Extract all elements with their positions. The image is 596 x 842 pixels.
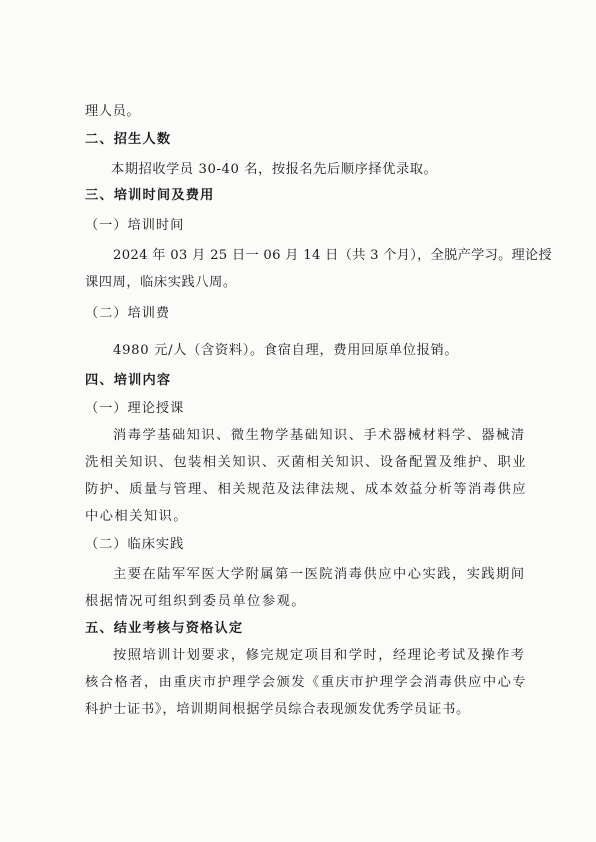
section-heading: 四、培训内容 <box>85 373 172 388</box>
text-line: 根据情况可组织到委员单位参观。 <box>85 594 307 609</box>
text-line: 防护、质量与管理、相关规范及法律法规、成本效益分析等消毒供应 <box>85 482 528 497</box>
text-line: 核合格者，由重庆市护理学会颁发《重庆市护理学会消毒供应中心专 <box>85 675 528 690</box>
subsection-heading: （一）培训时间 <box>85 218 185 233</box>
text-line: 本期招收学员 30-40 名，按报名先后顺序择优录取。 <box>111 162 438 177</box>
text-line: 洗相关知识、包装相关知识、灭菌相关知识、设备配置及维护、职业 <box>85 455 528 470</box>
section-heading: 三、培训时间及费用 <box>85 188 215 203</box>
text-line: 中心相关知识。 <box>85 509 189 524</box>
text-line: 消毒学基础知识、微生物学基础知识、手术器械材料学、器械清 <box>113 428 526 443</box>
text-line: 主要在陆军军医大学附属第一医院消毒供应中心实践，实践期间 <box>113 567 526 582</box>
text-line: 理人员。 <box>85 104 141 119</box>
text-line: 按照培训计划要求，修完规定项目和学时，经理论考试及操作考 <box>113 648 526 663</box>
subsection-heading: （一）理论授课 <box>85 401 185 416</box>
subsection-heading: （二）临床实践 <box>85 537 185 552</box>
text-line: 科护士证书》，培训期间根据学员综合表现颁发优秀学员证书。 <box>85 702 471 717</box>
text-line: 4980 元/人（含资料）。食宿自理，费用回原单位报销。 <box>113 343 459 358</box>
section-heading: 五、结业考核与资格认定 <box>85 621 244 636</box>
subsection-heading: （二）培训费 <box>85 306 171 321</box>
text-line: 课四周，临床实践八周。 <box>85 275 237 290</box>
section-heading: 二、招生人数 <box>85 132 172 147</box>
text-line: 2024 年 03 月 25 日一 06 月 14 日（共 3 个月），全脱产学习。理论授 <box>113 248 553 263</box>
